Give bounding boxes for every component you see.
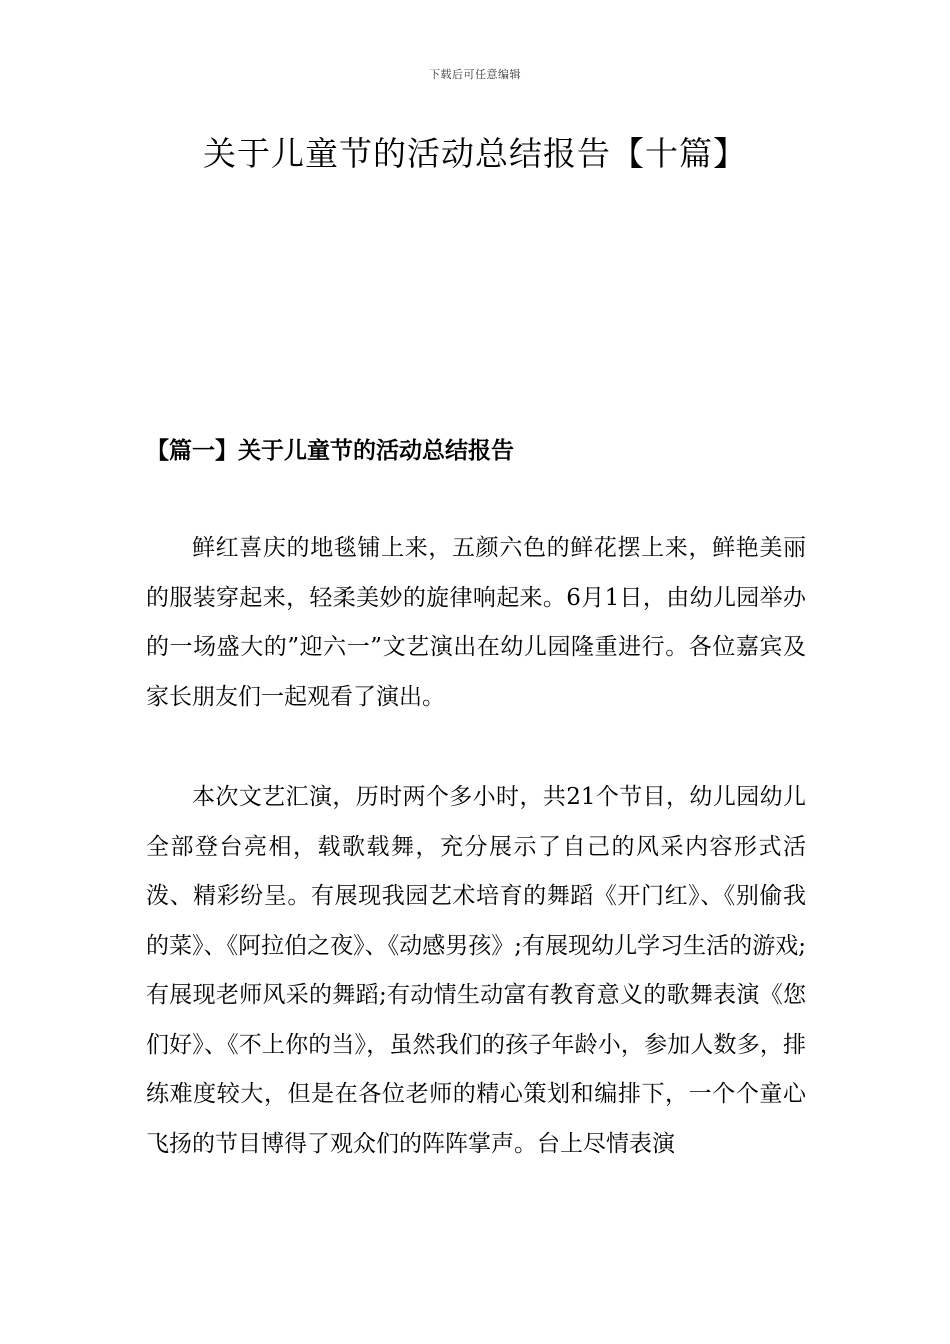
document-title: 关于儿童节的活动总结报告【十篇】 — [203, 134, 747, 173]
body-paragraph: 鲜红喜庆的地毯铺上来，五颜六色的鲜花摆上来，鲜艳美丽的服装穿起来，轻柔美妙的旋律响起来。6月1日，由幼儿园举办的一场盛大的”迎六一”文艺演出在幼儿园隆重进行。各位嘉宾及家长朋友们一起观看了演出。 — [146, 535, 806, 710]
section-heading: 【篇一】关于儿童节的活动总结报告 — [146, 437, 514, 464]
body-paragraph: 本次文艺汇演，历时两个多小时，共21个节目，幼儿园幼儿全部登台亮相，载歌载舞，充分展示了自己的风采内容形式活泼、精彩纷呈。有展现我园艺术培育的舞蹈《开门红》、《别偷我的菜》、《阿拉伯之夜》、《动感男孩》;有展现幼儿学习生活的游戏;有展现老师风采的舞蹈;有动情生动富有教育意义的歌舞表演《您们好》、《不上你的当》，虽然我们的孩子年龄小，参加人数多，排练难度较大，但是在各位老师的精心策划和编排下，一个个童心飞扬的节目博得了观众们的阵阵掌声。台上尽情表演 — [146, 784, 806, 1157]
header-note: 下载后可任意编辑 — [429, 68, 521, 81]
